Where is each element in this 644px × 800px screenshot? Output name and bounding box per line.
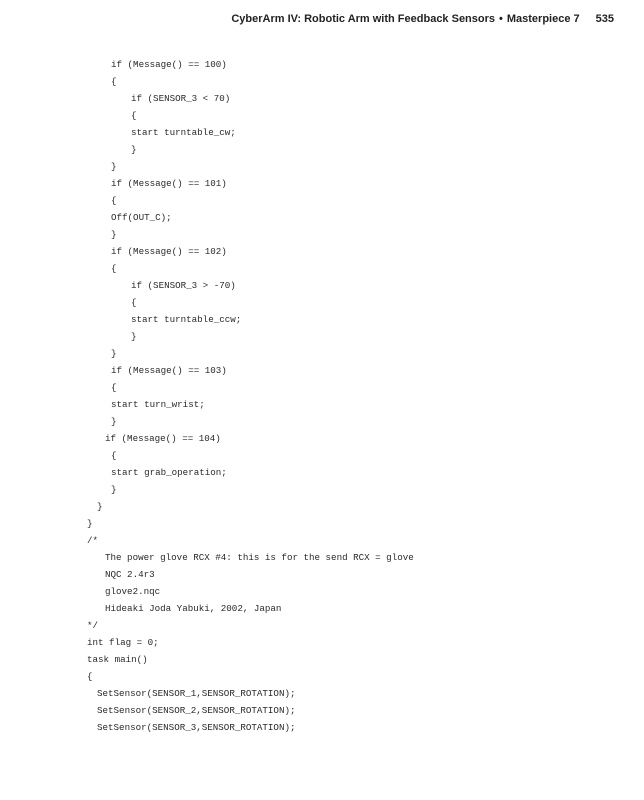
code-line: { [87,671,93,682]
running-header [0,13,614,25]
code-line: The power glove RCX #4: this is for the send RCX = glove [105,552,414,563]
code-line: } [111,416,117,427]
code-line: */ [87,620,99,631]
code-line: if (Message() == 104) [105,433,221,444]
code-line: if (Message() == 103) [111,365,227,376]
code-line: { [111,263,117,274]
code-line: } [111,229,117,240]
code-line: start turntable_ccw; [131,314,242,325]
code-line: if (SENSOR_3 > -70) [131,280,236,291]
code-line: SetSensor(SENSOR_2,SENSOR_ROTATION); [97,705,296,716]
code-line: NQC 2.4r3 [105,569,155,580]
header-title: CyberArm IV: Robotic Arm with Feedback Sensors [231,13,496,25]
code-line: Off(OUT_C); [111,212,172,223]
code-line: { [131,297,137,308]
header-chapter: Masterpiece 7 [506,13,580,25]
code-line: } [111,348,117,359]
code-line: } [97,501,103,512]
code-line: { [111,76,117,87]
code-line: } [131,144,137,155]
code-line: if (SENSOR_3 < 70) [131,93,231,104]
code-line: } [87,518,93,529]
code-line: /* [87,535,99,546]
code-line: Hideaki Joda Yabuki, 2002, Japan [105,603,282,614]
code-line: } [111,161,117,172]
code-line: { [111,382,117,393]
code-line: SetSensor(SENSOR_1,SENSOR_ROTATION); [97,688,296,699]
code-line: { [131,110,137,121]
code-line: int flag = 0; [87,637,159,648]
code-line: start grab_operation; [111,467,227,478]
code-listing [0,56,644,736]
code-line: glove2.nqc [105,586,161,597]
code-line: start turn_wrist; [111,399,205,410]
code-line: { [111,450,117,461]
page-number: 535 [595,13,614,25]
code-line: if (Message() == 100) [111,59,227,70]
code-line: task main() [87,654,148,665]
code-line: if (Message() == 101) [111,178,227,189]
code-line: { [111,195,117,206]
code-line: } [131,331,137,342]
code-line: SetSensor(SENSOR_3,SENSOR_ROTATION); [97,722,296,733]
code-line: } [111,484,117,495]
code-line: if (Message() == 102) [111,246,227,257]
code-line: start turntable_cw; [131,127,236,138]
header-bullet: • [499,13,503,25]
